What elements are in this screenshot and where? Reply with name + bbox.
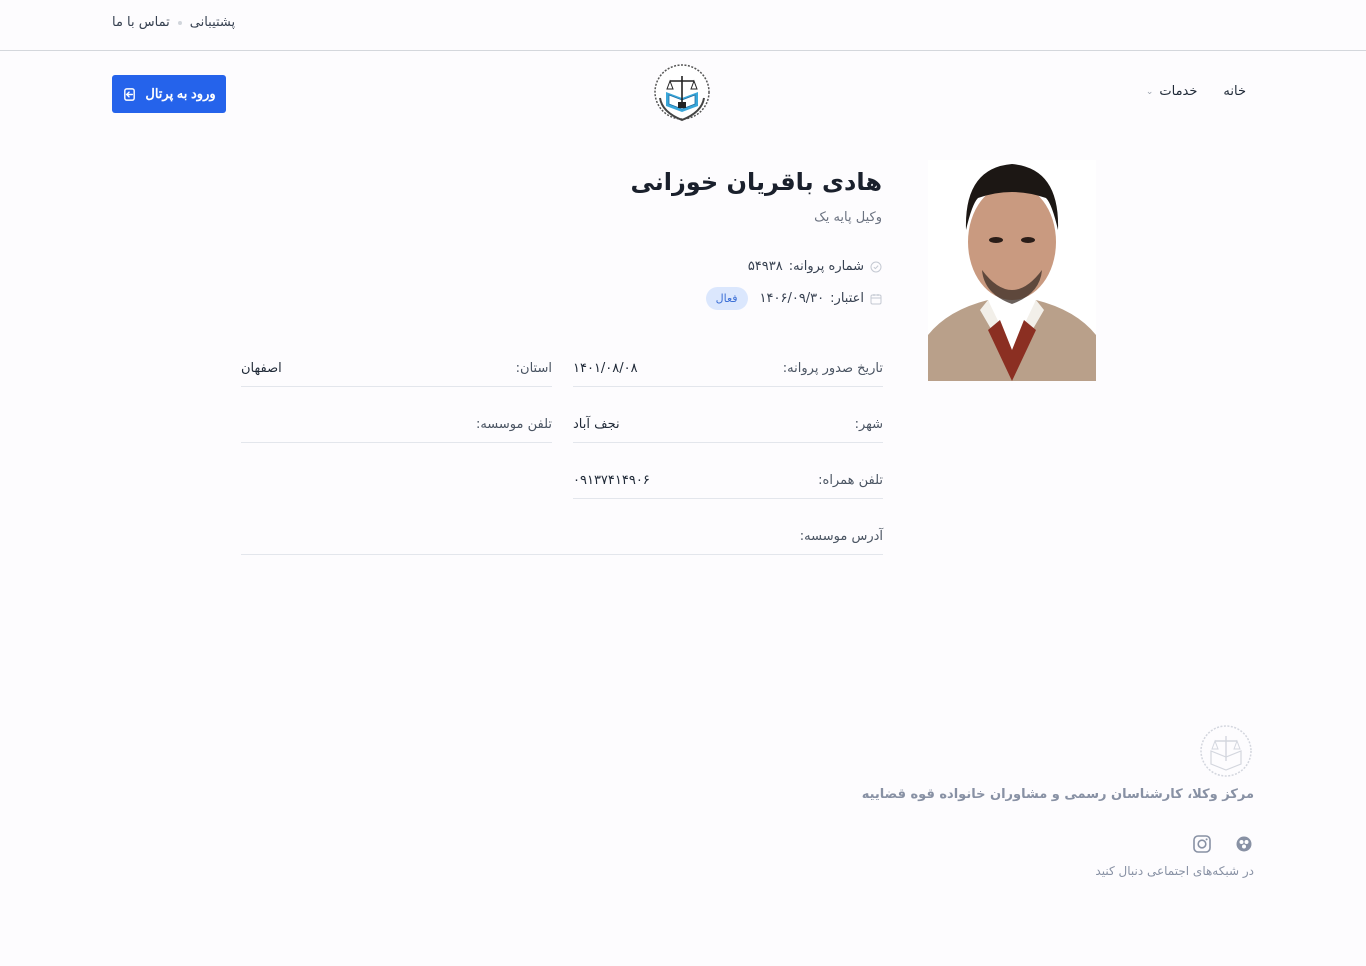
mobile-label: تلفن همراه:: [818, 473, 883, 488]
issue-date-field: [573, 351, 883, 387]
calendar-icon: [870, 293, 882, 305]
nav-services-label: خدمات: [1159, 84, 1198, 99]
issue-date-label: تاریخ صدور پروانه:: [782, 361, 883, 376]
instagram-icon[interactable]: [1192, 834, 1212, 854]
nav-item-home[interactable]: [1223, 84, 1246, 99]
city-field: [573, 407, 883, 443]
nav-item-services[interactable]: [1146, 84, 1198, 99]
login-icon: [122, 87, 137, 102]
contact-us-link[interactable]: تماس با ما: [112, 15, 170, 30]
social-links: [1192, 834, 1254, 854]
judiciary-emblem-icon: [652, 62, 712, 124]
validity-row: [706, 287, 882, 310]
status-badge: فعال: [706, 287, 748, 310]
check-circle-icon: [870, 261, 882, 273]
province-label: استان:: [515, 361, 552, 376]
license-number-row: [748, 259, 882, 274]
nav-home-label: خانه: [1223, 84, 1246, 99]
portal-login-button[interactable]: [112, 75, 226, 113]
lawyer-name: هادی باقریان خوزانی: [630, 168, 882, 196]
top-links: [112, 15, 235, 30]
license-number: ۵۴۹۳۸: [747, 259, 783, 274]
footer-org-name: مرکز وکلا، کارشناسان رسمی و مشاوران خانواده قوه قضاییه: [861, 787, 1254, 802]
institute-address-field: [241, 519, 883, 555]
city-value: نجف آباد: [573, 417, 620, 432]
province-field: [241, 351, 552, 387]
lawyer-photo: [928, 160, 1096, 381]
issue-date-value: ۱۴۰۱/۰۸/۰۸: [573, 361, 638, 376]
footer-logo: [1198, 723, 1254, 779]
portal-login-label: ورود به پرتال: [145, 86, 216, 101]
mobile-field: [573, 463, 883, 499]
top-bar: [0, 0, 1366, 51]
main-navbar: [0, 52, 1366, 136]
portrait-image: [928, 160, 1096, 381]
support-link[interactable]: پشتیبانی: [189, 15, 236, 30]
social-follow-text: در شبکه‌های اجتماعی دنبال کنید: [1095, 864, 1254, 878]
judiciary-emblem-icon: [1198, 723, 1254, 779]
chevron-down-icon: ⌄: [1145, 86, 1154, 97]
city-label: شهر:: [854, 417, 883, 432]
mobile-value: ۰۹۱۳۷۴۱۴۹۰۶: [573, 473, 650, 488]
site-logo[interactable]: [652, 62, 712, 124]
eitaa-icon[interactable]: [1234, 834, 1254, 854]
institute-address-label: آدرس موسسه:: [799, 529, 883, 544]
validity-label: اعتبار:: [830, 291, 864, 306]
lawyer-title: وکیل پایه یک: [814, 210, 882, 225]
validity-date: ۱۴۰۶/۰۹/۳۰: [759, 291, 825, 306]
institute-phone-field: [241, 407, 552, 443]
license-label: شماره پروانه:: [788, 259, 864, 274]
separator-dot: [178, 21, 182, 25]
nav-menu: [1146, 84, 1246, 99]
province-value: اصفهان: [241, 361, 282, 376]
institute-phone-label: تلفن موسسه:: [475, 417, 552, 432]
